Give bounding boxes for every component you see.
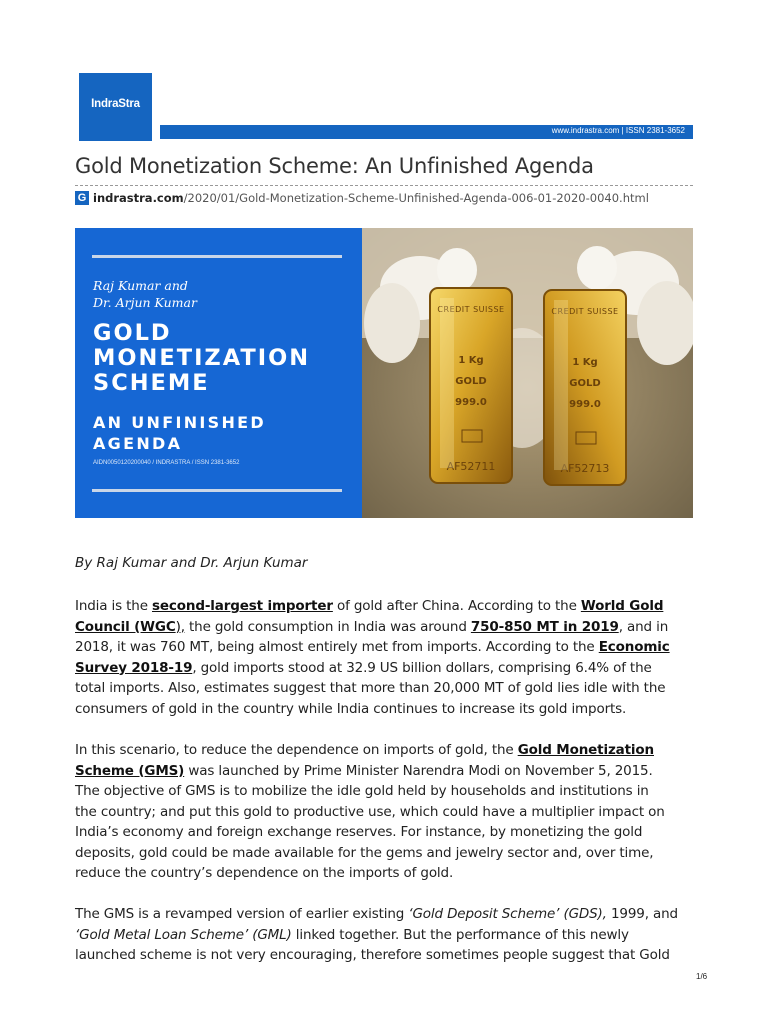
text-span: , gold imports stood at 32.9 US billion dollars, comprising 6.4% of the	[192, 659, 652, 676]
source-url[interactable]	[75, 191, 649, 205]
link-gold-monetization-scheme[interactable]: Gold Monetization	[517, 742, 654, 758]
left-bar-fineness: 999.0	[455, 397, 487, 408]
banner-authors	[93, 277, 197, 311]
text-line: launched scheme is not very encouraging, therefore sometimes people suggest that Gold	[75, 947, 670, 963]
link-second-largest-importer[interactable]: second-largest importer	[152, 598, 333, 614]
right-bar-fineness: 999.0	[569, 399, 601, 410]
url-path[interactable]: /2020/01/Gold-Monetization-Scheme-Unfinished-Agenda-006-01-2020-0040.html	[183, 191, 649, 205]
text-line: The objective of GMS is to mobilize the idle gold held by households and institutions in	[75, 783, 649, 799]
italic-span: ‘Gold Deposit Scheme’ (GDS),	[408, 906, 607, 922]
paragraph-2	[75, 740, 693, 884]
link-economic-survey[interactable]: Economic	[598, 639, 670, 655]
banner-subtitle-line: AGENDA	[93, 434, 183, 453]
text-span: 1999, and	[606, 906, 678, 922]
text-span: was launched by Prime Minister Narendra Modi on November 5, 2015.	[184, 762, 653, 779]
paragraph-3	[75, 904, 693, 966]
banner-bottom-rule	[92, 489, 342, 492]
banner-title-line: MONETIZATION	[93, 345, 311, 371]
link-gold-monetization-scheme[interactable]: Scheme (GMS)	[75, 762, 185, 779]
banner-top-rule	[92, 255, 342, 258]
article-title: Gold Monetization Scheme: An Unfinished Agenda	[75, 154, 594, 178]
banner-subtitle-line: AN UNFINISHED	[93, 413, 266, 432]
italic-span: ‘Gold Metal Loan Scheme’ (GML)	[75, 926, 292, 943]
right-bar-serial: AF52713	[560, 462, 610, 475]
right-bar-brand: CREDIT SUISSE	[551, 307, 619, 316]
right-bar-metal: GOLD	[569, 378, 601, 389]
banner-title	[93, 321, 310, 396]
text-line: total imports. Also, estimates suggest that more than 20,000 MT of gold lies idle with the	[75, 680, 666, 696]
gold-bars-photo	[362, 228, 693, 518]
paragraph-1	[75, 596, 693, 719]
banner-title-line: SCHEME	[93, 370, 210, 396]
text-span: In this scenario, to reduce the dependence on imports of gold, the	[75, 742, 518, 758]
banner-author-line: Dr. Arjun Kumar	[93, 295, 197, 310]
text-span: The GMS is a revamped version of earlier existing	[75, 906, 409, 922]
text-line: consumers of gold in the country while India continues to increase its gold imports.	[75, 700, 627, 717]
text-span: linked together. But the performance of this newly	[291, 926, 629, 943]
article-banner	[75, 228, 693, 518]
banner-code: AIDN0050120200040 / INDRASTRA / ISSN 2381-3652	[93, 460, 240, 466]
link-750-850-mt[interactable]: 750-850 MT in 2019	[470, 618, 619, 635]
banner-author-line: Raj Kumar and	[93, 278, 188, 293]
header-bar	[160, 125, 693, 139]
gold-bars-illustration	[362, 228, 693, 518]
right-bar-weight: 1 Kg	[572, 357, 598, 368]
text-line: reduce the country’s dependence on the imports of gold.	[75, 865, 454, 881]
header-bar-text: www.indrastra.com | ISSN 2381-3652	[551, 126, 685, 135]
link-world-gold-council[interactable]: World Gold	[580, 598, 664, 614]
indrastra-logo[interactable]	[79, 73, 152, 141]
text-span: India is the	[75, 598, 152, 614]
left-bar-weight: 1 Kg	[458, 355, 484, 366]
link-world-gold-council[interactable]: Council (WGC	[75, 618, 176, 635]
page-number: 1/6	[696, 972, 708, 981]
banner-subtitle	[93, 412, 266, 454]
left-bar-serial: AF52711	[446, 460, 496, 473]
banner-title-line: GOLD	[93, 320, 172, 346]
text-line: deposits, gold could be made available for the gems and jewelry sector and, over time,	[75, 844, 654, 861]
title-divider	[75, 185, 693, 186]
left-bar-metal: GOLD	[455, 376, 487, 387]
logo-text: IndraStra	[91, 98, 140, 110]
link-world-gold-council[interactable]: ),	[175, 618, 185, 635]
text-line: India’s economy and foreign exchange reserves. For instance, by monetizing the gold	[75, 824, 643, 840]
byline: By Raj Kumar and Dr. Arjun Kumar	[75, 555, 308, 571]
link-economic-survey[interactable]: Survey 2018-19	[75, 659, 193, 676]
url-domain[interactable]: indrastra.com	[93, 191, 184, 205]
text-span: the gold consumption in India was around	[184, 618, 471, 635]
left-bar-brand: CREDIT SUISSE	[437, 305, 505, 314]
text-span: of gold after China. According to the	[332, 598, 581, 614]
text-line: the country; and put this gold to productive use, which could have a multiplier impact on	[75, 803, 665, 820]
text-span: , and in	[618, 618, 669, 635]
text-span: 2018, it was 760 MT, being almost entirely met from imports. According to the	[75, 639, 599, 655]
site-favicon-icon: G	[75, 191, 89, 205]
banner-text-panel	[75, 228, 362, 518]
